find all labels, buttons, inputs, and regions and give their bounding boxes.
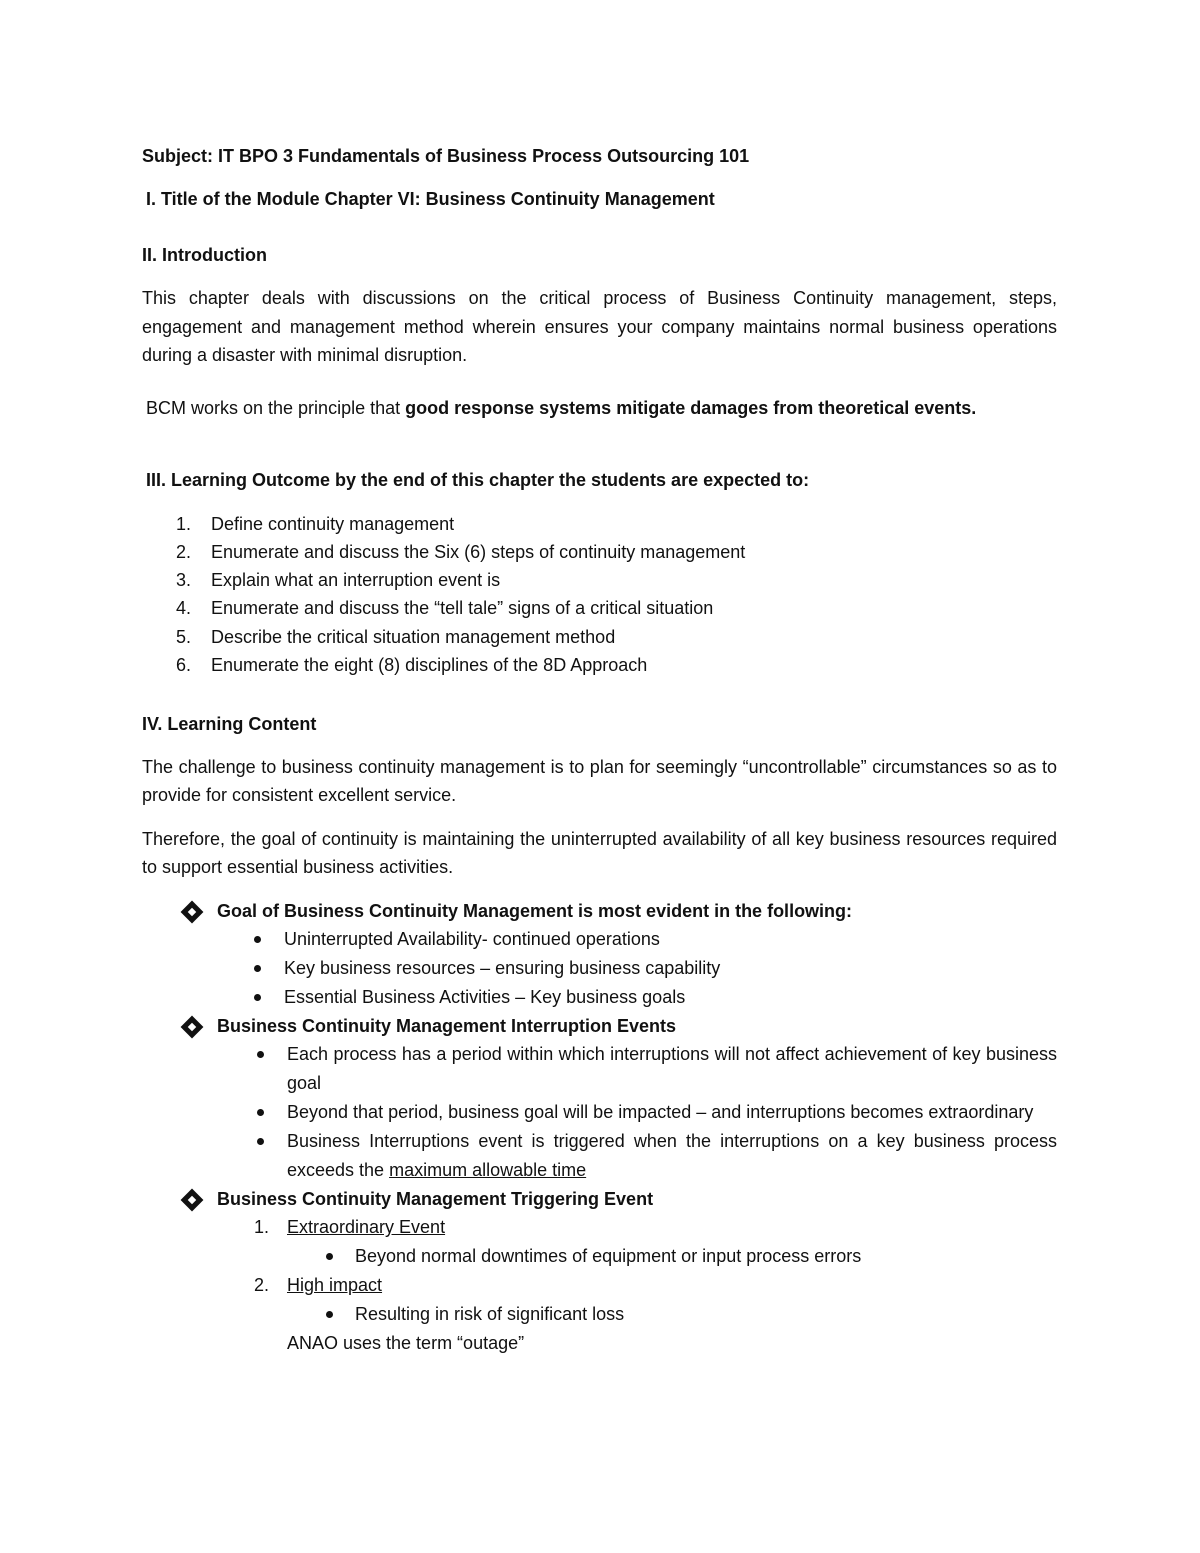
- goal-list: [139, 925, 1057, 1012]
- list-item: Each process has a period within which interruptions will not affect achievement of key business goal: [142, 1040, 1057, 1098]
- bullet-icon: [257, 1051, 264, 1058]
- interruption-heading: Business Continuity Management Interruption Events: [142, 1012, 1057, 1040]
- outcomes-heading: III. Learning Outcome by the end of this chapter the students are expected to:: [146, 469, 810, 490]
- content-paragraph-2: Therefore, the goal of continuity is maintaining the uninterrupted availability of all key business resources required to support essential business activities.: [142, 829, 1057, 878]
- list-item: 5. Describe the critical situation management method: [176, 626, 616, 647]
- maximum-allowable-time: maximum allowable time: [389, 1160, 587, 1181]
- list-item: 3. Explain what an interruption event is: [176, 570, 501, 591]
- bullet-icon: [326, 1253, 333, 1260]
- list-item: 4. Enumerate and discuss the “tell tale” signs of a critical situation: [176, 598, 714, 619]
- interruption-section: [142, 1012, 1057, 1185]
- bullet-icon: [257, 1138, 264, 1145]
- bullet-icon: [257, 1109, 264, 1116]
- bullet-icon: [254, 994, 261, 1001]
- principle-lead: BCM works on the principle that: [146, 397, 406, 418]
- bullet-icon: [254, 965, 261, 972]
- document-body: [142, 142, 1057, 1358]
- list-item: Key business resources – ensuring business capability: [139, 954, 1057, 983]
- list-item: 1. Define continuity management: [176, 513, 455, 534]
- list-item: Business Interruptions event is triggered when the interruptions on a key business process exceeds the maximum allowable time: [142, 1127, 1057, 1185]
- principle-emphasis: good response systems mitigate damages from theoretical events.: [405, 397, 977, 418]
- list-item: Uninterrupted Availability- continued operations: [139, 925, 1057, 954]
- goal-heading: Goal of Business Continuity Management is most evident in the following:: [142, 897, 1057, 925]
- content-paragraph-1: The challenge to business continuity management is to plan for seemingly “uncontrollable” circumstances so as to provide for consistent excellent service.: [142, 757, 1057, 806]
- learning-content-heading: IV. Learning Content: [142, 714, 317, 735]
- module-title: I. Title of the Module Chapter VI: Business Continuity Management: [146, 189, 715, 209]
- sub-list: [287, 1300, 1057, 1329]
- diamond-bullet-icon: [181, 1016, 204, 1039]
- list-item: Beyond normal downtimes of equipment or input process errors: [142, 1242, 1057, 1271]
- list-item: Essential Business Activities – Key business goals: [139, 983, 1057, 1012]
- anao-note: ANAO uses the term “outage”: [287, 1333, 525, 1354]
- list-item: Beyond that period, business goal will be impacted – and interruptions becomes extraordinary: [142, 1098, 1057, 1127]
- introduction-paragraph: This chapter deals with discussions on the critical process of Business Continuity management, steps, engagement and management method wherein ensures your company maintains normal business operations during a disaster with minimal disruption.: [142, 288, 1057, 365]
- list-item: 6. Enumerate the eight (8) disciplines of the 8D Approach: [176, 654, 648, 675]
- diamond-bullet-icon: [181, 1189, 204, 1212]
- subject-line: Subject: IT BPO 3 Fundamentals of Business Process Outsourcing 101: [142, 146, 750, 166]
- bullet-icon: [326, 1311, 333, 1318]
- triggering-list: [142, 1213, 1057, 1329]
- list-item: Resulting in risk of significant loss: [142, 1300, 1057, 1329]
- list-item: 1. Extraordinary Event Beyond normal downtimes of equipment or input process errors: [142, 1213, 1057, 1271]
- sub-list: [287, 1242, 1057, 1271]
- goal-section: [142, 897, 1057, 1012]
- introduction-heading: II. Introduction: [142, 245, 267, 265]
- outcomes-list: [142, 510, 1057, 680]
- triggering-heading: Business Continuity Management Triggering Event: [142, 1185, 1057, 1213]
- interruption-list: [142, 1040, 1057, 1185]
- diamond-bullet-icon: [181, 901, 204, 924]
- list-item: 2. Enumerate and discuss the Six (6) steps of continuity management: [176, 541, 746, 562]
- triggering-section: [142, 1185, 1057, 1358]
- list-item: 2. High impact Resulting in risk of significant loss: [142, 1271, 1057, 1329]
- principle-line: [142, 394, 1057, 422]
- bullet-icon: [254, 936, 261, 943]
